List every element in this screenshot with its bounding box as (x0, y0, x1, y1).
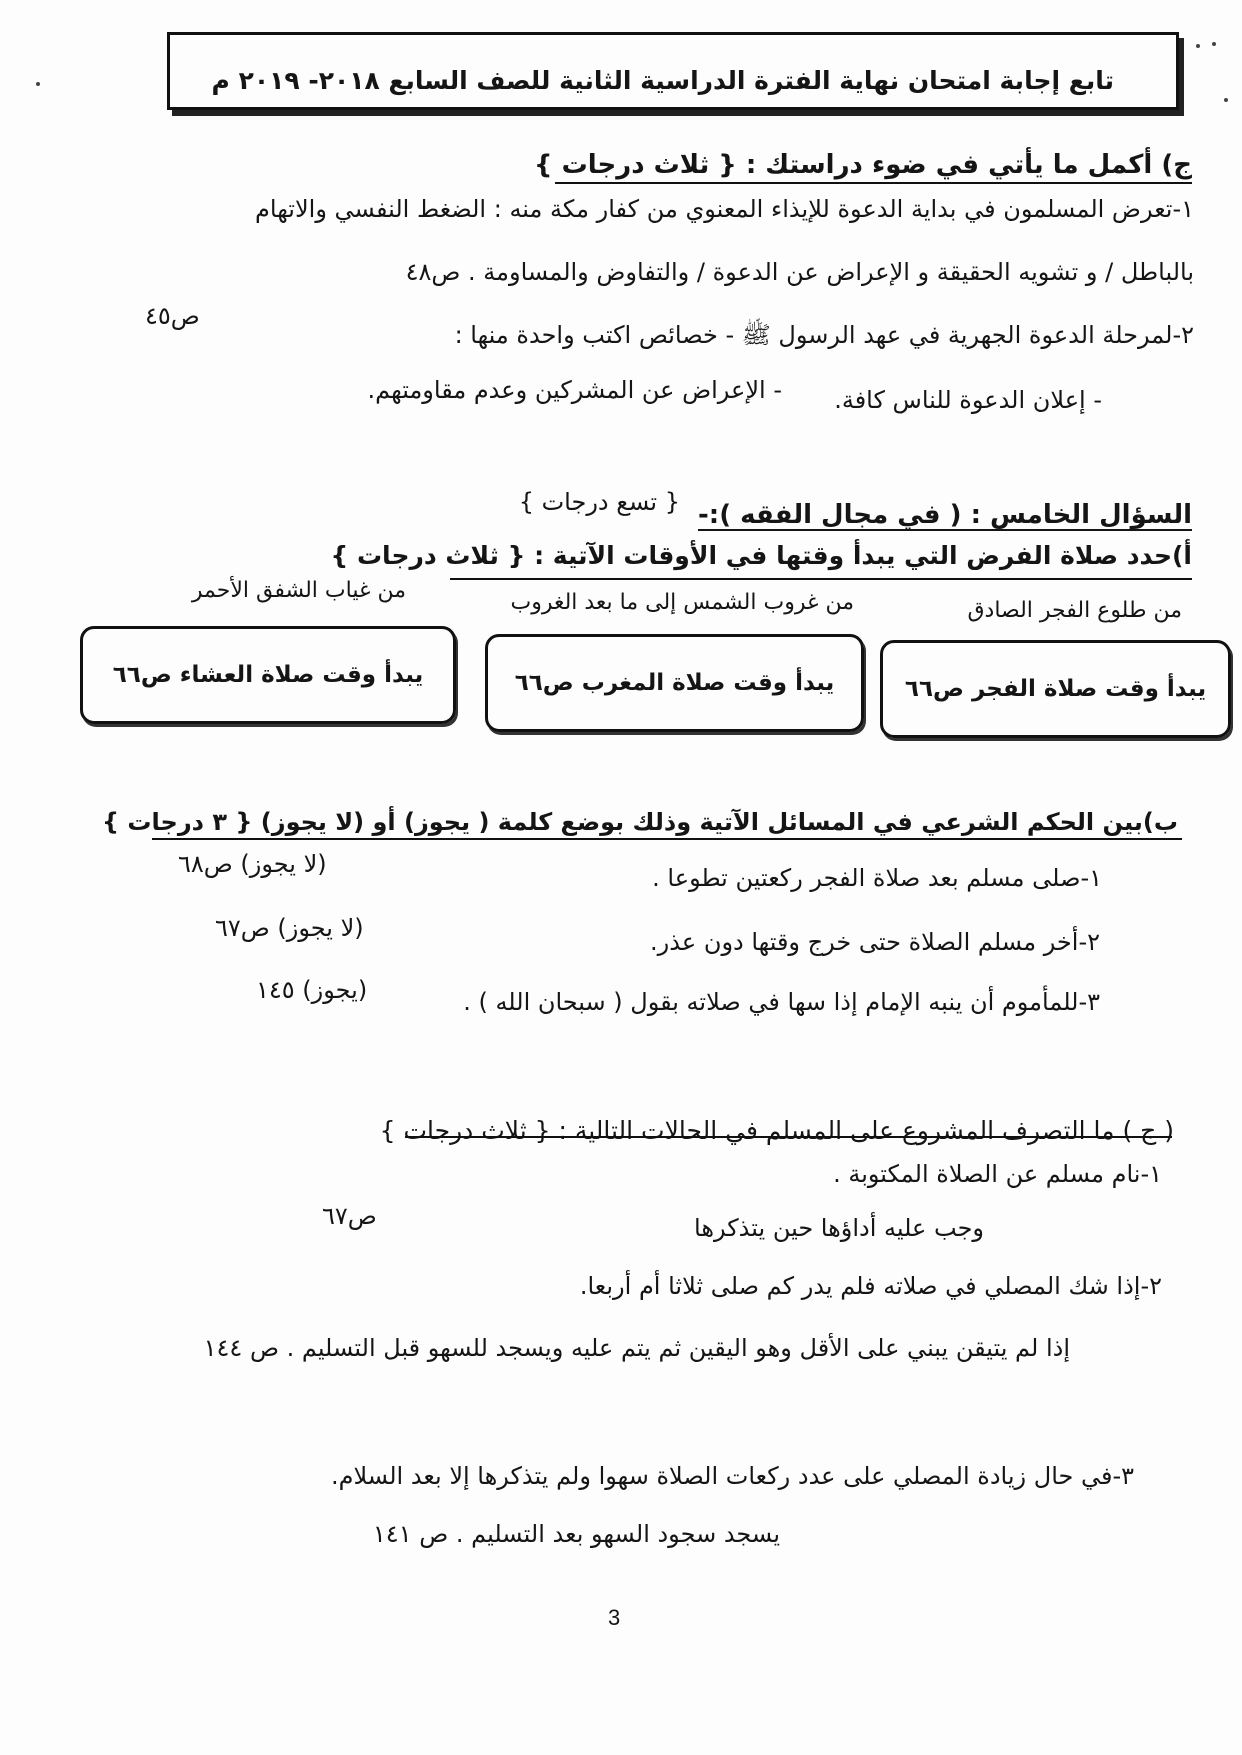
header-title: تابع إجابة امتحان نهاية الفترة الدراسية الثانية للصف السابع ٢٠١٨- ٢٠١٩ م (211, 66, 1114, 95)
q5b-item2-text: ٢-أخر مسلم الصلاة حتى خرج وقتها دون عذر. (650, 928, 1100, 956)
answer-box-maghrib (485, 634, 864, 732)
q4c-item2-answer1: - إعلان الدعوة للناس كافة. (834, 386, 1102, 414)
q5c-item3-answer: يسجد سجود السهو بعد التسليم . ص ١٤١ (372, 1520, 780, 1548)
q5c-item2-answer: إذا لم يتيقن يبني على الأقل وهو اليقين ثم يتم عليه ويسجد للسهو قبل التسليم . ص ١٤٤ (203, 1334, 1070, 1362)
q5b-heading-underline (152, 838, 1182, 840)
q5c-item3-text: ٣-في حال زيادة المصلي على عدد ركعات الصلاة سهوا ولم يتذكرها إلا بعد السلام. (331, 1462, 1134, 1490)
answer-box-fajr (880, 640, 1231, 738)
q4c-item1-line1: ١-تعرض المسلمون في بداية الدعوة للإيذاء المعنوي من كفار مكة منه : الضغط النفسي والاتهام (255, 195, 1194, 223)
time-label-maghrib: من غروب الشمس إلى ما بعد الغروب (510, 590, 854, 615)
q5a-heading-underline (450, 578, 1192, 580)
scan-speck (1224, 98, 1228, 102)
time-label-fajr: من طلوع الفجر الصادق (967, 598, 1182, 623)
answer-isha: يبدأ وقت صلاة العشاء ص٦٦ (112, 662, 424, 688)
q5b-item2-answer: (لا يجوز) ص٦٧ (215, 914, 364, 942)
q5c-heading-underline (405, 1136, 1172, 1138)
page-number: 3 (608, 1605, 621, 1630)
scan-speck (1212, 42, 1216, 46)
q4c-item1-line2: بالباطل / و تشويه الحقيقة و الإعراض عن الدعوة / والتفاوض والمساومة . ص٤٨ (405, 258, 1194, 286)
q5b-item1-answer: (لا يجوز) ص٦٨ (178, 850, 327, 878)
q5b-item1-text: ١-صلى مسلم بعد صلاة الفجر ركعتين تطوعا . (652, 864, 1102, 892)
q5-heading: السؤال الخامس : ( في مجال الفقه ):- (698, 500, 1192, 530)
time-label-isha: من غياب الشفق الأحمر (191, 578, 406, 603)
q5c-item1-page: ص٦٧ (322, 1202, 377, 1230)
q5b-item3-answer: (يجوز) ١٤٥ (256, 976, 368, 1004)
answer-box-isha (80, 626, 456, 724)
q4c-heading-underline (555, 182, 1192, 184)
q5-heading-marks: { تسع درجات } (518, 488, 680, 516)
q5c-heading: ( ج ) ما التصرف المشروع على المسلم في الحالات التالية : { ثلاث درجات } (379, 1116, 1174, 1145)
q5c-item2-text: ٢-إذا شك المصلي في صلاته فلم يدر كم صلى ثلاثا أم أربعا. (579, 1272, 1162, 1300)
q5c-item1-answer: وجب عليه أداؤها حين يتذكرها (694, 1214, 984, 1242)
answer-fajr: يبدأ وقت صلاة الفجر ص٦٦ (904, 676, 1207, 702)
q5b-heading: ب)بين الحكم الشرعي في المسائل الآتية وذلك بوضع كلمة ( يجوز) أو (لا يجوز) { ٣ درجات } (101, 808, 1178, 836)
q4c-item2-line1: ٢-لمرحلة الدعوة الجهرية في عهد الرسول ﷺ - خصائص اكتب واحدة منها : (454, 321, 1194, 349)
answer-maghrib: يبدأ وقت صلاة المغرب ص٦٦ (514, 670, 835, 696)
q5a-heading: أ)حدد صلاة الفرض التي يبدأ وقتها في الأوقات الآتية : { ثلاث درجات } (330, 541, 1192, 570)
scan-speck (36, 82, 40, 86)
q5c-item1-text: ١-نام مسلم عن الصلاة المكتوبة . (833, 1160, 1162, 1188)
q4c-item2-page: ص٤٥ (145, 302, 200, 330)
q5b-item3-text: ٣-للمأموم أن ينبه الإمام إذا سها في صلاته بقول ( سبحان الله ) . (463, 988, 1100, 1016)
scan-speck (1196, 44, 1200, 48)
q4c-heading: ج) أكمل ما يأتي في ضوء دراستك : { ثلاث درجات } (534, 150, 1192, 180)
q4c-item2-answer2: - الإعراض عن المشركين وعدم مقاومتهم. (367, 376, 782, 404)
